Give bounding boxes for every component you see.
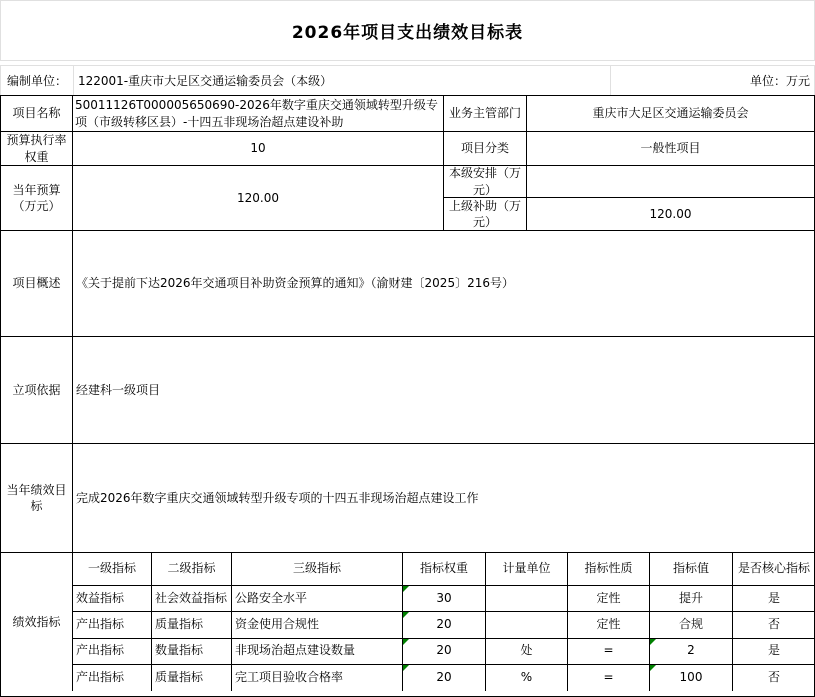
indicator-weight: 20: [403, 612, 486, 637]
unit-note: 单位：万元: [749, 74, 810, 88]
indicator-row: [73, 639, 814, 665]
indicator-core: 是: [767, 590, 780, 605]
header-unit: 计量单位: [486, 553, 568, 585]
page-title: 2026年项目支出绩效目标表: [291, 23, 524, 43]
project-name-label: 项目名称: [1, 96, 73, 132]
main-table: [0, 95, 815, 697]
overview-label: 项目概述: [1, 231, 73, 337]
indicator-unit: [486, 612, 568, 637]
indicators-header-row: [73, 553, 814, 586]
dept-label: 业务主管部门: [444, 96, 527, 132]
budget-value: 120.00: [73, 166, 444, 231]
indicator-level3: 非现场治超点建设数量: [232, 639, 403, 664]
goal-value: 完成2026年数字重庆交通领域转型升级专项的十四五非现场治超点建设工作: [73, 444, 814, 553]
local-arrange-label: 本级安排（万元）: [444, 166, 527, 198]
header-weight: 指标权重: [403, 553, 486, 585]
indicator-value: 提升: [650, 586, 733, 611]
indicator-value: 2: [650, 639, 733, 664]
prepare-unit-row: [0, 65, 815, 95]
indicator-level3: 资金使用合规性: [232, 612, 403, 637]
indicator-core: 是: [767, 643, 780, 658]
indicator-unit: [486, 586, 568, 611]
indicator-nature: 定性: [568, 586, 650, 611]
indicator-row: [73, 586, 814, 612]
indicator-level1: 产出指标: [73, 665, 152, 691]
indicator-row: [73, 612, 814, 638]
goal-label: 当年绩效目标: [1, 444, 73, 553]
indicator-value: 100: [650, 665, 733, 691]
indicator-level3: 公路安全水平: [232, 586, 403, 611]
indicators-table-container: [73, 553, 814, 691]
overview-value: 《关于提前下达2026年交通项目补助资金预算的通知》（渝财建〔2025〕216号）: [73, 231, 814, 337]
indicator-row: [73, 665, 814, 691]
indicator-level3: 完工项目验收合格率: [232, 665, 403, 691]
header-level2: 二级指标: [152, 553, 232, 585]
header-nature: 指标性质: [568, 553, 650, 585]
prepare-unit-label: 编制单位：: [1, 66, 74, 95]
upper-subsidy-label: 上级补助（万元）: [444, 198, 527, 231]
indicator-level1: 产出指标: [73, 612, 152, 637]
indicator-unit: %: [486, 665, 568, 691]
basis-label: 立项依据: [1, 337, 73, 444]
indicator-level1: 产出指标: [73, 639, 152, 664]
indicator-level1: 效益指标: [73, 586, 152, 611]
indicator-value: 合规: [650, 612, 733, 637]
category-value: 一般性项目: [527, 132, 814, 166]
basis-value: 经建科一级项目: [73, 337, 814, 444]
upper-subsidy-value: 120.00: [527, 198, 814, 231]
indicators-table: [73, 553, 814, 691]
indicators-label: 绩效指标: [1, 553, 73, 691]
budget-rate-label: 预算执行率权重: [1, 132, 73, 166]
indicator-nature: =: [568, 665, 650, 691]
indicator-level2: 质量指标: [152, 665, 232, 691]
indicator-level2: 质量指标: [152, 612, 232, 637]
category-label: 项目分类: [444, 132, 527, 166]
indicator-core: 否: [767, 670, 780, 685]
indicator-weight: 20: [403, 639, 486, 664]
indicator-level2: 数量指标: [152, 639, 232, 664]
indicator-weight: 20: [403, 665, 486, 691]
indicator-nature: 定性: [568, 612, 650, 637]
indicator-level2: 社会效益指标: [152, 586, 232, 611]
header-level3: 三级指标: [232, 553, 403, 585]
indicator-nature: =: [568, 639, 650, 664]
title-box: [0, 0, 815, 61]
indicator-unit: 处: [486, 639, 568, 664]
project-name-value: 50011126T000005650690-2026年数字重庆交通领域转型升级专项（市级转移区县）-十四五非现场治超点建设补助: [73, 96, 444, 132]
indicator-weight: 30: [403, 586, 486, 611]
budget-rate-value: 10: [73, 132, 444, 166]
dept-value: 重庆市大足区交通运输委员会: [527, 96, 814, 132]
header-level1: 一级指标: [73, 553, 152, 585]
header-value: 指标值: [650, 553, 733, 585]
prepare-unit-value: 122001-重庆市大足区交通运输委员会（本级）: [74, 66, 611, 95]
header-core: 是否核心指标: [737, 561, 810, 576]
indicator-core: 否: [767, 617, 780, 632]
local-arrange-value: [527, 166, 814, 198]
budget-label: 当年预算（万元）: [1, 166, 73, 231]
